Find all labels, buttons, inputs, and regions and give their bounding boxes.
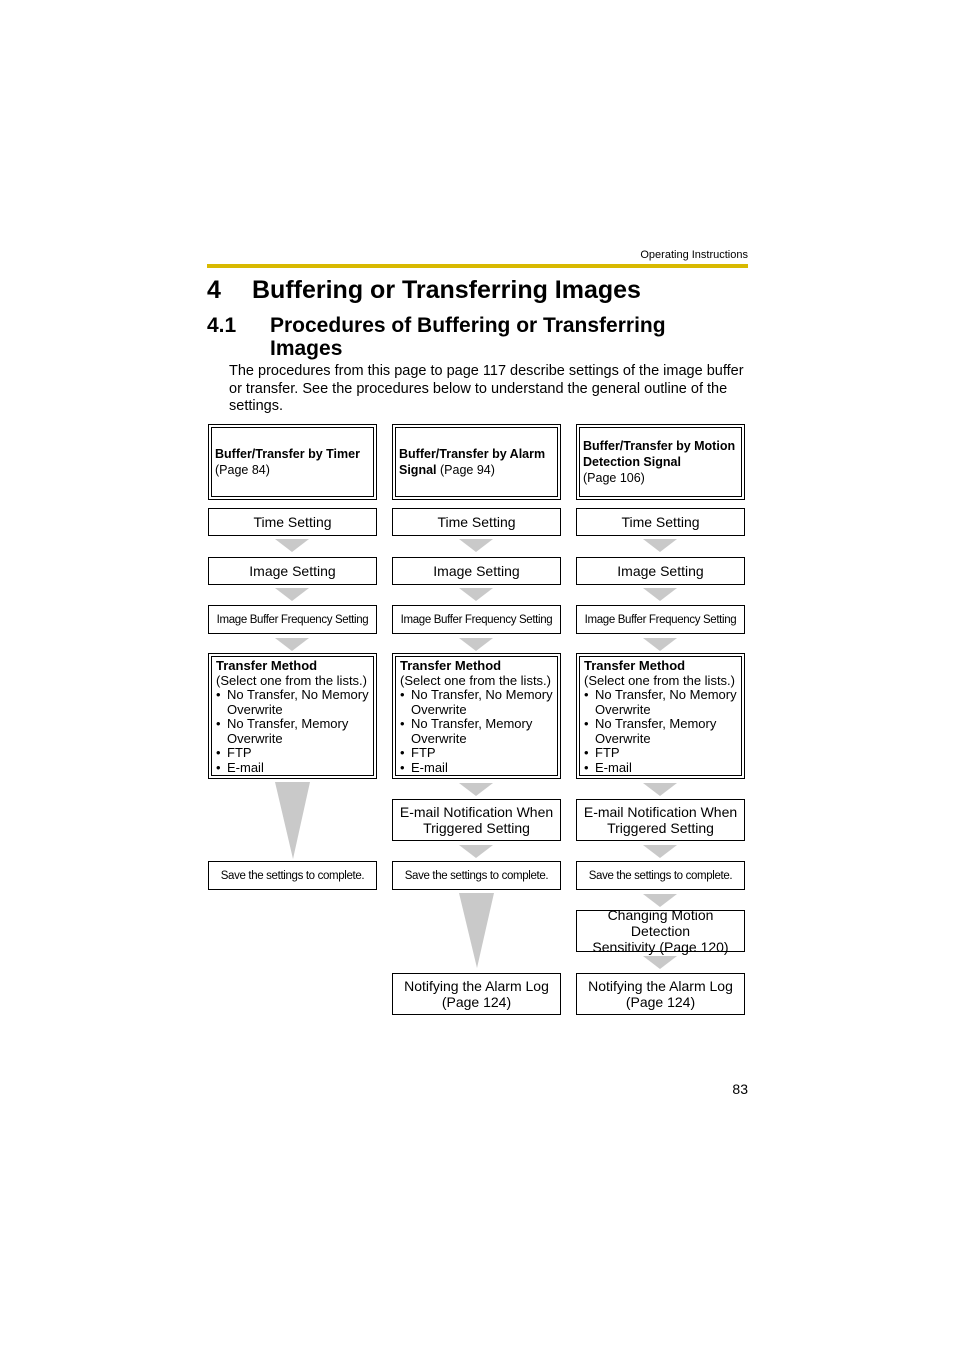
alarm-log-line1: Notifying the Alarm Log bbox=[404, 978, 549, 994]
running-header: Operating Instructions bbox=[640, 249, 748, 261]
timer-header-title: Buffer/Transfer by Timer bbox=[215, 447, 360, 461]
list-item: • No Transfer, Memory Overwrite bbox=[584, 717, 737, 746]
flow-arrow bbox=[459, 588, 493, 601]
motion-time-setting[interactable] bbox=[576, 508, 745, 536]
long-flow-arrow bbox=[275, 782, 311, 860]
motion-image-setting[interactable] bbox=[576, 557, 745, 585]
alarm-time-label: Time Setting bbox=[437, 514, 516, 530]
flow-arrow bbox=[643, 539, 677, 552]
flow-arrow bbox=[275, 638, 309, 651]
motion-header-title: Buffer/Transfer by Motion Detection Signal bbox=[583, 439, 736, 469]
flow-arrow bbox=[643, 956, 677, 969]
motion-header-box[interactable] bbox=[576, 424, 745, 500]
timer-time-setting[interactable] bbox=[208, 508, 377, 536]
timer-transfer-subtitle: (Select one from the lists.) bbox=[216, 672, 367, 688]
flow-arrow bbox=[643, 588, 677, 601]
intro-paragraph: The procedures from this page to page 117 describe settings of the image buffer or transfer. See the procedures below to understand the general outline of the settings. bbox=[229, 363, 744, 414]
flow-arrow bbox=[643, 894, 677, 907]
flow-arrow bbox=[643, 783, 677, 796]
list-item: • No Transfer, No Memory Overwrite bbox=[400, 688, 553, 717]
timer-header-box[interactable] bbox=[208, 424, 377, 500]
alarm-header-title: Buffer/Transfer by Alarm Signal bbox=[399, 447, 546, 477]
motion-frequency-setting[interactable] bbox=[576, 605, 745, 634]
alarm-transfer-subtitle: (Select one from the lists.) bbox=[400, 672, 551, 688]
flow-arrow bbox=[643, 845, 677, 858]
timer-frequency-setting[interactable] bbox=[208, 605, 377, 634]
flow-arrow bbox=[275, 539, 309, 552]
alarm-transfer-list bbox=[400, 688, 553, 775]
motion-transfer-subtitle: (Select one from the lists.) bbox=[584, 672, 735, 688]
motion-alarm-log-line2: (Page 124) bbox=[625, 994, 696, 1010]
list-item: • No Transfer, Memory Overwrite bbox=[216, 717, 369, 746]
motion-sensitivity-box[interactable] bbox=[576, 907, 745, 955]
motion-header-page: (Page 106) bbox=[583, 471, 645, 485]
timer-transfer-list bbox=[216, 688, 369, 775]
header-rule bbox=[207, 264, 748, 268]
list-item: • E-mail bbox=[400, 761, 553, 776]
alarm-image-setting[interactable] bbox=[392, 557, 561, 585]
motion-transfer-title: Transfer Method bbox=[584, 658, 686, 673]
motion-time-label: Time Setting bbox=[621, 514, 700, 530]
flow-arrow bbox=[459, 783, 493, 796]
page-number: 83 bbox=[732, 1081, 748, 1097]
list-item: • E-mail bbox=[584, 761, 737, 776]
section-title: Procedures of Buffering or Transferring Images bbox=[270, 314, 666, 360]
list-item: • FTP bbox=[584, 746, 737, 761]
alarm-log-box[interactable] bbox=[392, 973, 561, 1015]
motion-transfer-method-box[interactable] bbox=[576, 653, 745, 779]
motion-image-label: Image Setting bbox=[617, 563, 704, 579]
alarm-header-page: (Page 94) bbox=[440, 463, 495, 477]
motion-alarm-log-box[interactable] bbox=[576, 973, 745, 1015]
list-item: • No Transfer, No Memory Overwrite bbox=[584, 688, 737, 717]
flow-arrow bbox=[643, 638, 677, 651]
motion-email-notification-box[interactable] bbox=[576, 799, 745, 841]
flow-arrow bbox=[459, 845, 493, 858]
motion-save-label: Save the settings to complete. bbox=[588, 869, 733, 882]
timer-transfer-method-box[interactable] bbox=[208, 653, 377, 779]
timer-transfer-title: Transfer Method bbox=[216, 658, 318, 673]
alarm-email-notification-box[interactable] bbox=[392, 799, 561, 841]
motion-frequency-label: Image Buffer Frequency Setting bbox=[584, 613, 737, 626]
timer-save-label: Save the settings to complete. bbox=[220, 869, 365, 882]
chapter-number: 4 bbox=[207, 276, 221, 304]
alarm-transfer-title: Transfer Method bbox=[400, 658, 502, 673]
alarm-email-line1: E-mail Notification When bbox=[399, 804, 554, 820]
flow-arrow bbox=[459, 638, 493, 651]
chapter-title: Buffering or Transferring Images bbox=[252, 276, 641, 304]
motion-sensitivity-line1: Changing Motion Detection bbox=[607, 907, 714, 939]
alarm-log-line2: (Page 124) bbox=[441, 994, 512, 1010]
alarm-save-box[interactable] bbox=[392, 861, 561, 890]
timer-header-page: (Page 84) bbox=[215, 463, 270, 477]
alarm-time-setting[interactable] bbox=[392, 508, 561, 536]
timer-image-setting[interactable] bbox=[208, 557, 377, 585]
motion-email-line1: E-mail Notification When bbox=[583, 804, 738, 820]
list-item: • FTP bbox=[400, 746, 553, 761]
motion-sensitivity-line2: Sensitivity (Page 120) bbox=[592, 939, 729, 955]
list-item: • E-mail bbox=[216, 761, 369, 776]
timer-time-label: Time Setting bbox=[253, 514, 332, 530]
timer-save-box[interactable] bbox=[208, 861, 377, 890]
motion-save-box[interactable] bbox=[576, 861, 745, 890]
alarm-transfer-method-box[interactable] bbox=[392, 653, 561, 779]
long-flow-arrow bbox=[459, 893, 495, 969]
list-item: • No Transfer, Memory Overwrite bbox=[400, 717, 553, 746]
motion-email-line2: Triggered Setting bbox=[607, 820, 714, 836]
alarm-frequency-label: Image Buffer Frequency Setting bbox=[400, 613, 553, 626]
flow-arrow bbox=[459, 539, 493, 552]
list-item: • FTP bbox=[216, 746, 369, 761]
list-item: • No Transfer, No Memory Overwrite bbox=[216, 688, 369, 717]
motion-transfer-list bbox=[584, 688, 737, 775]
alarm-email-line2: Triggered Setting bbox=[423, 820, 530, 836]
alarm-frequency-setting[interactable] bbox=[392, 605, 561, 634]
flow-arrow bbox=[275, 588, 309, 601]
timer-frequency-label: Image Buffer Frequency Setting bbox=[216, 613, 369, 626]
motion-alarm-log-line1: Notifying the Alarm Log bbox=[588, 978, 733, 994]
section-number: 4.1 bbox=[207, 314, 237, 337]
alarm-save-label: Save the settings to complete. bbox=[404, 869, 549, 882]
alarm-header-box[interactable] bbox=[392, 424, 561, 500]
timer-image-label: Image Setting bbox=[249, 563, 336, 579]
alarm-image-label: Image Setting bbox=[433, 563, 520, 579]
